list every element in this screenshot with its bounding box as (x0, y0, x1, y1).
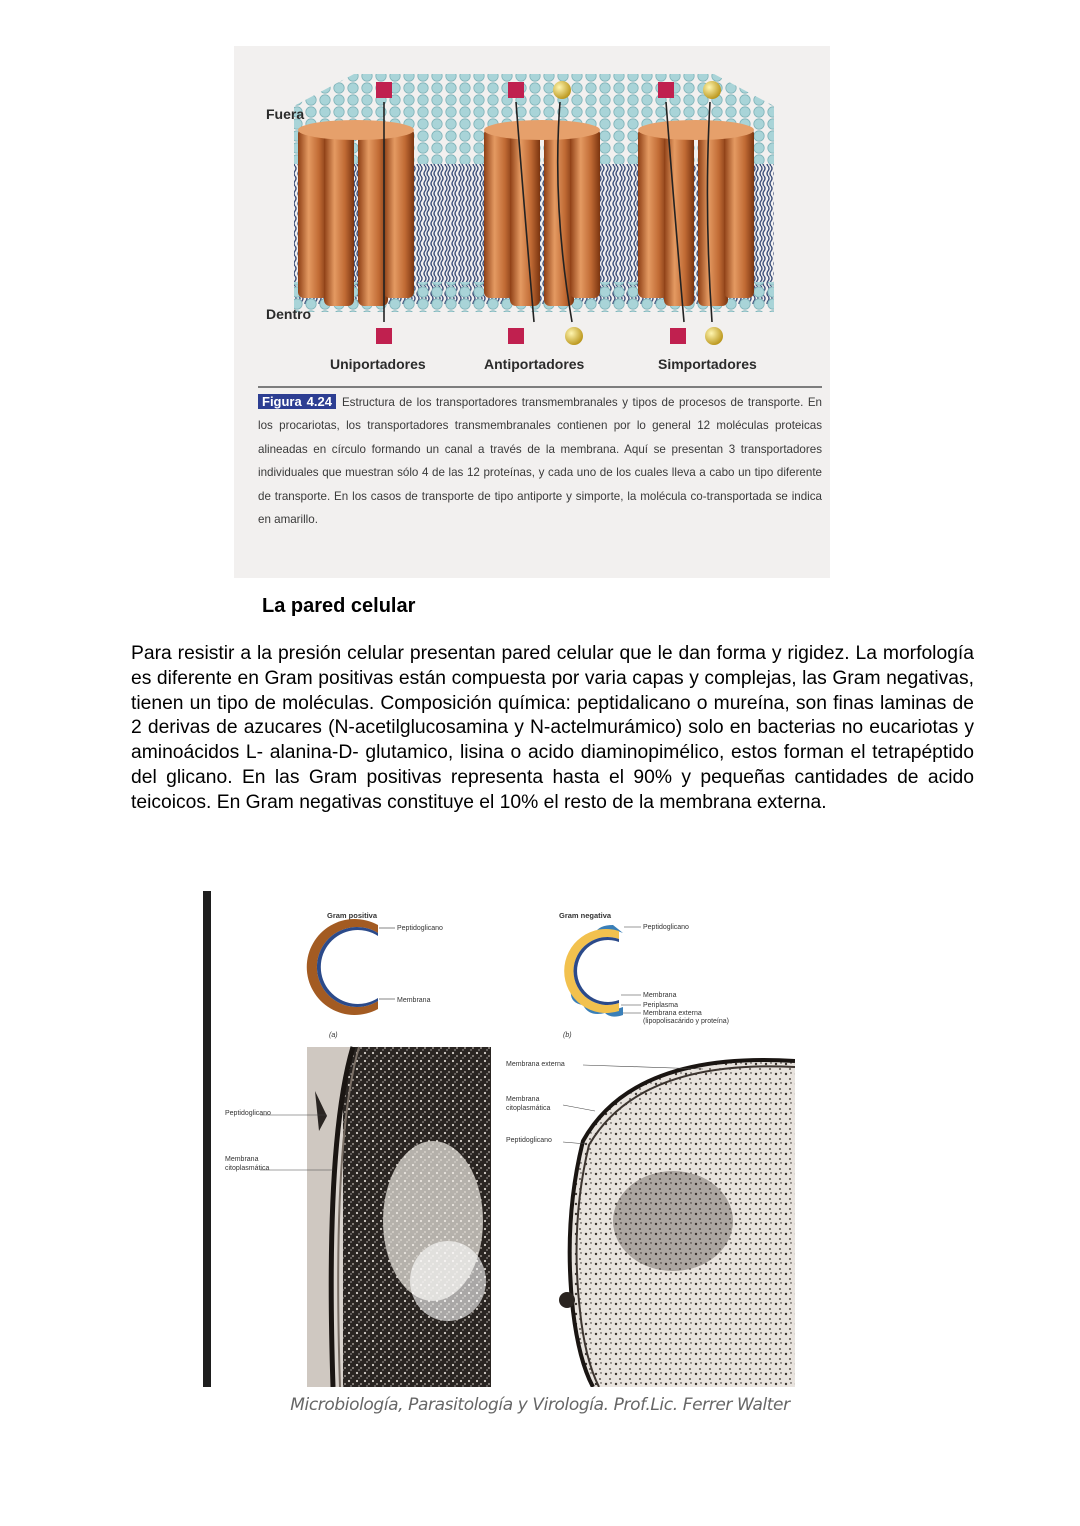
gram-positive-micrograph (260, 1047, 491, 1387)
gram-negative-peptido-label: Peptidoglicano (643, 924, 689, 931)
gram-negative-diagram (564, 925, 641, 1017)
panel-a-letter: (a) (329, 1032, 338, 1039)
gram-positive-peptido-label: Peptidoglicano (397, 925, 443, 932)
micro-left-membrane-label-2: citoplasmática (225, 1165, 270, 1172)
micro-right-peptido-label: Peptidoglicano (506, 1137, 552, 1144)
cell-wall-figure (203, 891, 795, 1387)
outer-membrane-sub-label: (lipopolisacárido y proteína) (643, 1018, 729, 1025)
outer-membrane-label: Membrana externa (643, 1010, 702, 1017)
antiporter-label: Antiportadores (484, 356, 585, 372)
periplasm-label: Periplasma (643, 1002, 679, 1009)
micro-left-membrane-label-1: Membrana (225, 1156, 259, 1163)
gram-positive-membrane-label: Membrana (397, 997, 431, 1004)
gram-negative-membrane-label: Membrana (643, 992, 677, 999)
micro-left-peptido-label: Peptidoglicano (225, 1110, 271, 1117)
body-paragraph: Para resistir a la presión celular presentan pared celular que le dan forma y rigidez. La morfología es diferente en Gram positivas están compuesta por varia capas y complejas, las Gram negativas, tienen un tipo de moléculas. Composición química: peptidalicano o mureína, son finas laminas de 2 derivas de azucares (N-acetilglucosamina y N-actelmurámico) solo en bacterias no eucariotas y aminoácidos L- alanina-D- glutamico, lisina o acido diaminopimélico, estos forman el tetrapéptido del glicano. En las Gram positivas representa hasta el 90% y pequeñas cantidades de acido teicoicos. En Gram negativas constituye el 10% el resto de la membrana externa. (131, 643, 974, 813)
micro-right-outer-label: Membrana externa (506, 1061, 565, 1068)
section-title: La pared celular (262, 595, 416, 617)
gram-positive-diagram (307, 919, 395, 1015)
gram-negative-title: Gram negativa (559, 911, 612, 920)
uniporter-label: Uniportadores (330, 356, 426, 372)
page-footer: Microbiología, Parasitología y Virología. Prof.Lic. Ferrer Walter (290, 1395, 790, 1415)
panel-b-letter: (b) (563, 1032, 572, 1039)
cell-wall-illustration (203, 891, 795, 1387)
micro-right-membrane-label-1: Membrana (506, 1096, 540, 1103)
caption-text: Estructura de los transportadores transmembranales y tipos de procesos de transporte. En los procariotas, los transportadores transmembranales contienen por lo general 12 moléculas proteicas alineadas en círculo formando un canal a través de la membrana. Aquí se presentan 3 transportadores individuales que muestran sólo 4 de las 12 proteínas, y cada uno de los cuales lleva a cabo un tipo diferente de transporte. En los casos de transporte de tipo antiporte y simporte, la molécula co-transportada se indica en amarillo. (258, 396, 823, 527)
membrane-illustration (234, 46, 830, 386)
gram-positive-title: Gram positiva (327, 911, 378, 920)
transporters-figure (234, 46, 830, 578)
figure-number-tag: Figura 4.24 (258, 394, 336, 409)
micro-right-membrane-label-2: citoplasmática (506, 1105, 551, 1112)
symporter-label: Simportadores (658, 356, 757, 372)
inside-label: Dentro (266, 306, 312, 322)
figure-caption (258, 390, 822, 531)
caption-divider (258, 386, 822, 388)
solute-square (376, 82, 392, 98)
outside-label: Fuera (266, 106, 305, 122)
